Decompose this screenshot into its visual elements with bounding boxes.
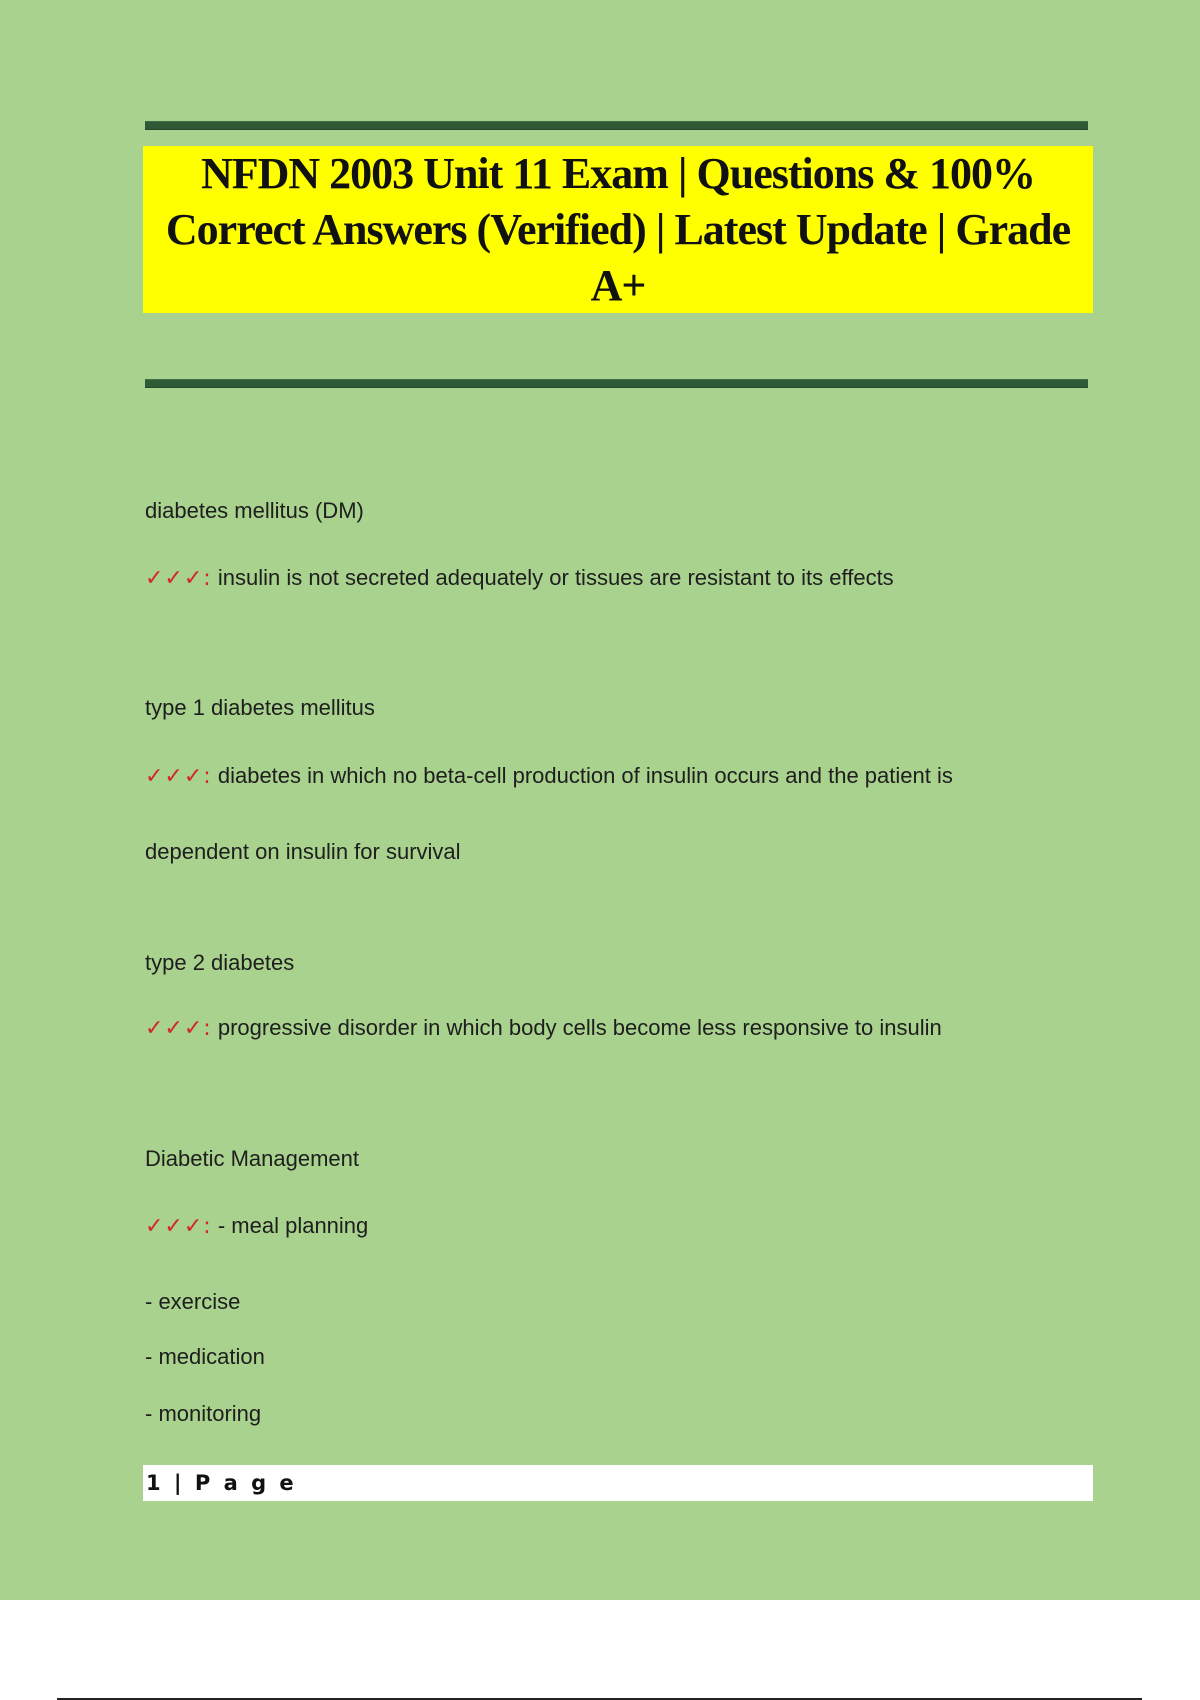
answer-list-item: - monitoring xyxy=(145,1401,262,1426)
answer-text: insulin is not secreted adequately or tissues are resistant to its effects xyxy=(217,565,894,590)
card-term: type 2 diabetes xyxy=(145,950,295,975)
check-marks-icon: ✓✓✓: xyxy=(145,1016,212,1041)
card-answer xyxy=(145,1015,942,1041)
header-rule-bottom xyxy=(145,379,1088,388)
answer-text: - meal planning xyxy=(217,1213,369,1238)
answer-list-item: - exercise xyxy=(145,1289,241,1314)
card-term: diabetes mellitus (DM) xyxy=(145,498,364,523)
check-marks-icon: ✓✓✓: xyxy=(145,566,212,591)
answer-text: diabetes in which no beta-cell production of insulin occurs and the patient is xyxy=(217,763,953,788)
card-term: type 1 diabetes mellitus xyxy=(145,695,375,720)
card-answer xyxy=(145,763,953,789)
answer-list-item: - medication xyxy=(145,1344,265,1369)
answer-text-continued: dependent on insulin for survival xyxy=(145,839,461,864)
page-number: 1 | P a g e xyxy=(146,1471,297,1495)
check-marks-icon: ✓✓✓: xyxy=(145,764,212,789)
card-answer xyxy=(145,1213,368,1239)
title-highlight-box xyxy=(143,146,1093,313)
header-rule-top xyxy=(145,121,1088,130)
check-marks-icon: ✓✓✓: xyxy=(145,1214,212,1239)
card-answer xyxy=(145,565,894,591)
answer-text: progressive disorder in which body cells become less responsive to insulin xyxy=(217,1015,942,1040)
page-footer xyxy=(143,1465,1093,1501)
page-title: NFDN 2003 Unit 11 Exam | Questions & 100% Correct Answers (Verified) | Latest Update | Grade A+ xyxy=(165,148,1071,310)
card-term: Diabetic Management xyxy=(145,1146,360,1171)
